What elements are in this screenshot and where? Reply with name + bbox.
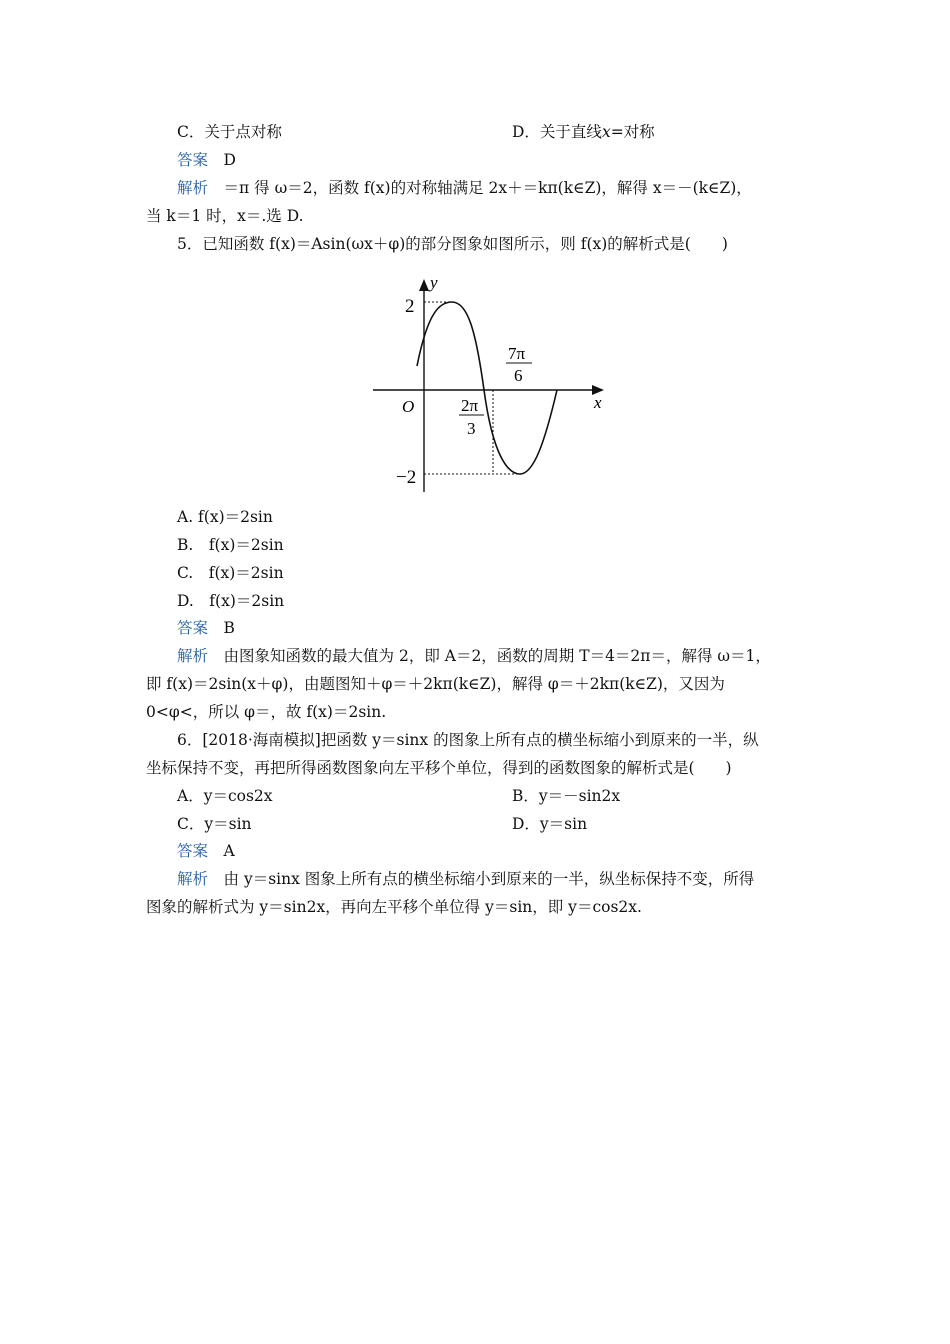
q6-option-a: A．y＝cos2x	[177, 787, 273, 805]
analysis-label: 解析	[177, 647, 209, 665]
y-axis-arrow	[419, 279, 429, 291]
analysis-label: 解析	[177, 870, 209, 888]
min-label-den: 6	[514, 366, 523, 385]
q5-analysis-line3: 0<φ<，所以 φ＝，故 f(x)＝2sin.	[146, 703, 387, 721]
q5-answer-row: 答案 B	[177, 619, 235, 637]
question-5-stem: 5．已知函数 f(x)＝Asin(ωx＋φ)的部分图象如图所示，则 f(x)的解析式是( )	[177, 235, 728, 253]
origin-label: O	[402, 397, 415, 416]
q5-option-c: C. f(x)＝2sin	[177, 564, 284, 582]
zero-label-num: 2π	[461, 396, 479, 415]
q5-analysis-row: 解析 由图象知函数的最大值为 2，即 A＝2，函数的周期 T＝4＝2π＝，解得 ω＝1，	[177, 647, 771, 665]
question-6-stem-line2: 坐标保持不变，再把所得函数图象向左平移个单位，得到的函数图象的解析式是( )	[146, 759, 732, 777]
answer-label: 答案	[177, 151, 209, 169]
question-6-stem: 6．[2018·海南模拟]把函数 y＝sinx 的图象上所有点的横坐标缩小到原来的一半，纵	[177, 731, 759, 749]
zero-label-den: 3	[467, 419, 476, 438]
q5-option-a: A. f(x)＝2sin	[177, 508, 273, 526]
sine-graph-figure	[358, 266, 626, 506]
analysis-row: 解析 ＝π 得 ω＝2，函数 f(x)的对称轴满足 2x＋＝kπ(k∈Z)，解得 x＝－(k∈Z)，	[177, 179, 752, 197]
option-d: D．关于直线x=对称	[512, 123, 655, 141]
y-min-label: −2	[396, 467, 417, 488]
q5-analysis-line2: 即 f(x)＝2sin(x＋φ)，由题图知＋φ＝＋2kπ(k∈Z)，解得 φ＝＋2kπ(k∈Z)，又因为	[146, 675, 725, 693]
sine-curve	[417, 302, 557, 474]
min-label-num: 7π	[508, 344, 526, 363]
y-max-label: 2	[405, 296, 415, 317]
q6-option-d: D．y＝sin	[512, 815, 588, 833]
q6-option-c: C．y＝sin	[177, 815, 252, 833]
answer-label: 答案	[177, 619, 209, 637]
answer-row: 答案 D	[177, 151, 236, 169]
option-c: C．关于点对称	[177, 123, 282, 141]
q6-answer-row: 答案 A	[177, 842, 235, 860]
analysis-label: 解析	[177, 179, 209, 197]
q6-analysis-row: 解析 由 y＝sinx 图象上所有点的横坐标缩小到原来的一半，纵坐标保持不变，所得	[177, 870, 755, 888]
q5-option-d: D. f(x)＝2sin	[177, 592, 285, 610]
q6-analysis-line2: 图象的解析式为 y＝sin2x，再向左平移个单位得 y＝sin，即 y＝cos2x.	[146, 898, 642, 916]
q5-option-b: B. f(x)＝2sin	[177, 536, 284, 554]
y-axis-label: y	[430, 273, 438, 292]
answer-label: 答案	[177, 842, 209, 860]
x-axis-label: x	[594, 393, 602, 412]
analysis-text: 当 k＝1 时，x＝.选 D.	[146, 207, 304, 225]
q6-option-b: B．y＝－sin2x	[512, 787, 621, 805]
